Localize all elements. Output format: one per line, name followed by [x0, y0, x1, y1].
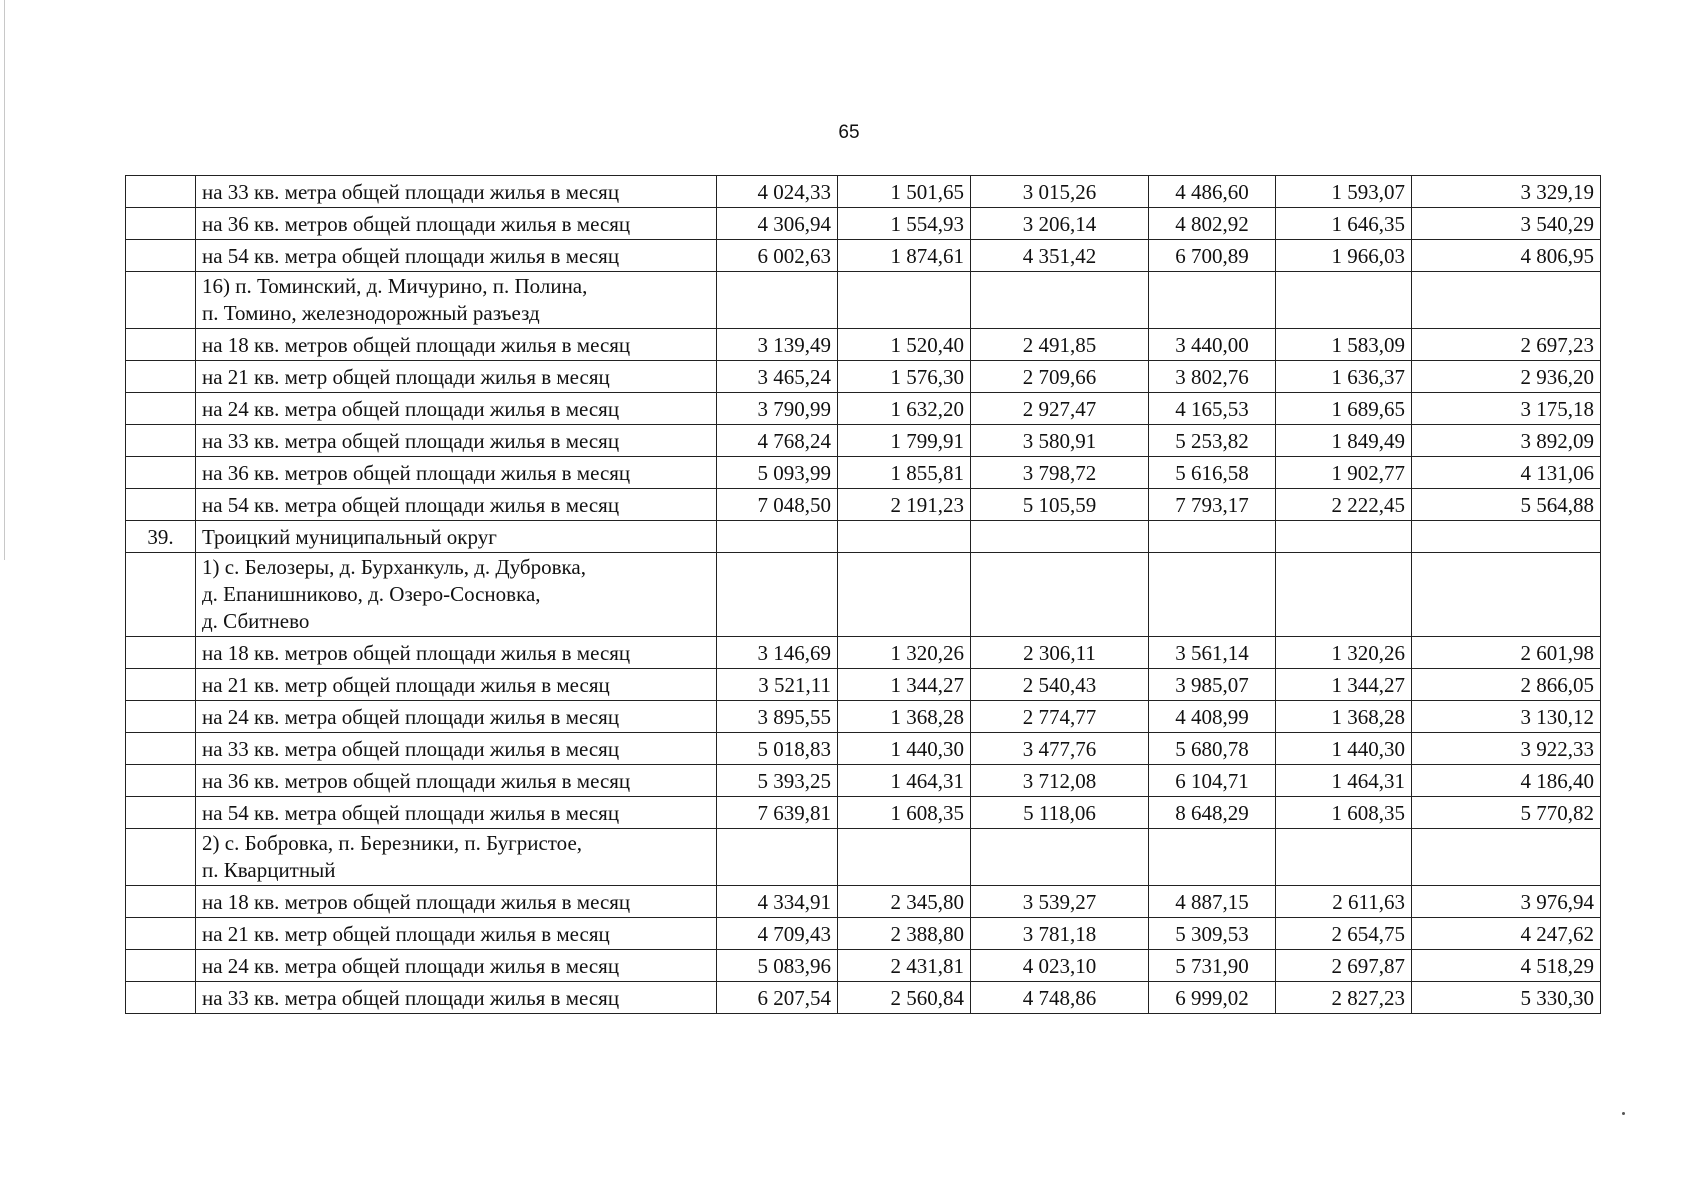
row-number-cell — [126, 950, 196, 982]
table-row — [126, 208, 1601, 240]
value-cell-col-6 — [1412, 521, 1601, 553]
value-cell-col-1: 4 024,33 — [717, 176, 838, 208]
value-cell-col-1: 3 895,55 — [717, 701, 838, 733]
row-label-line: на 21 кв. метр общей площади жилья в месяц — [202, 673, 610, 697]
row-number-cell — [126, 457, 196, 489]
value-cell-col-3 — [971, 272, 1149, 329]
value-cell-col-2: 2 560,84 — [838, 982, 971, 1014]
value-cell-col-4: 5 253,82 — [1149, 425, 1276, 457]
table-row — [126, 669, 1601, 701]
value-cell-col-2: 1 368,28 — [838, 701, 971, 733]
row-label-cell — [196, 521, 717, 553]
row-number-cell — [126, 361, 196, 393]
value-cell-col-1: 3 146,69 — [717, 637, 838, 669]
row-label-line: на 24 кв. метра общей площади жилья в месяц — [202, 954, 620, 978]
value-cell-col-3 — [971, 521, 1149, 553]
value-cell-col-3: 3 580,91 — [971, 425, 1149, 457]
row-label-cell — [196, 701, 717, 733]
row-label-line: 2) с. Бобровка, п. Березники, п. Бугристое, — [202, 831, 583, 855]
row-label-line: Троицкий муниципальный округ — [202, 525, 497, 549]
row-label-line: на 36 кв. метров общей площади жилья в месяц — [202, 769, 631, 793]
row-label-line: на 36 кв. метров общей площади жилья в месяц — [202, 461, 631, 485]
value-cell-col-3 — [971, 829, 1149, 886]
value-cell-col-3: 3 015,26 — [971, 176, 1149, 208]
value-cell-col-5: 1 608,35 — [1276, 797, 1412, 829]
row-label-cell — [196, 982, 717, 1014]
value-cell-col-2: 1 344,27 — [838, 669, 971, 701]
table-row — [126, 361, 1601, 393]
value-cell-col-4: 3 985,07 — [1149, 669, 1276, 701]
row-label-line: на 18 кв. метров общей площади жилья в месяц — [202, 641, 631, 665]
value-cell-col-4: 5 731,90 — [1149, 950, 1276, 982]
value-cell-col-3: 5 118,06 — [971, 797, 1149, 829]
value-cell-col-5: 1 966,03 — [1276, 240, 1412, 272]
row-label-cell — [196, 950, 717, 982]
table-row — [126, 797, 1601, 829]
row-label-line: на 33 кв. метра общей площади жилья в месяц — [202, 986, 620, 1010]
value-cell-col-2 — [838, 553, 971, 637]
value-cell-col-1: 4 768,24 — [717, 425, 838, 457]
value-cell-col-4: 4 408,99 — [1149, 701, 1276, 733]
value-cell-col-3: 2 774,77 — [971, 701, 1149, 733]
value-cell-col-4: 4 802,92 — [1149, 208, 1276, 240]
value-cell-col-4: 3 802,76 — [1149, 361, 1276, 393]
value-cell-col-3: 3 477,76 — [971, 733, 1149, 765]
row-label-line: на 18 кв. метров общей площади жилья в месяц — [202, 890, 631, 914]
table-row — [126, 393, 1601, 425]
value-cell-col-3: 2 491,85 — [971, 329, 1149, 361]
row-number-cell — [126, 553, 196, 637]
value-cell-col-5: 1 320,26 — [1276, 637, 1412, 669]
row-label-cell — [196, 240, 717, 272]
value-cell-col-2: 1 608,35 — [838, 797, 971, 829]
row-number-cell — [126, 329, 196, 361]
value-cell-col-3: 4 023,10 — [971, 950, 1149, 982]
row-label-line: на 24 кв. метра общей площади жилья в месяц — [202, 397, 620, 421]
row-number-cell — [126, 240, 196, 272]
value-cell-col-2: 2 431,81 — [838, 950, 971, 982]
row-label-cell — [196, 669, 717, 701]
value-cell-col-4 — [1149, 521, 1276, 553]
value-cell-col-6: 5 770,82 — [1412, 797, 1601, 829]
value-cell-col-2: 1 799,91 — [838, 425, 971, 457]
value-cell-col-5: 1 440,30 — [1276, 733, 1412, 765]
value-cell-col-6: 3 130,12 — [1412, 701, 1601, 733]
row-label-line: д. Епанишниково, д. Озеро-Сосновка, — [202, 582, 541, 606]
row-number-cell — [126, 669, 196, 701]
row-number-cell — [126, 918, 196, 950]
row-number-cell — [126, 208, 196, 240]
value-cell-col-3: 3 712,08 — [971, 765, 1149, 797]
row-label-cell — [196, 176, 717, 208]
value-cell-col-4: 3 440,00 — [1149, 329, 1276, 361]
table-row — [126, 733, 1601, 765]
value-cell-col-3: 2 540,43 — [971, 669, 1149, 701]
row-number-cell — [126, 733, 196, 765]
row-label-line: 1) с. Белозеры, д. Бурханкуль, д. Дубровка, — [202, 555, 586, 579]
value-cell-col-5 — [1276, 272, 1412, 329]
table-row — [126, 553, 1601, 637]
row-label-cell — [196, 797, 717, 829]
value-cell-col-1: 3 139,49 — [717, 329, 838, 361]
row-number-cell: 39. — [126, 521, 196, 553]
value-cell-col-2: 2 191,23 — [838, 489, 971, 521]
value-cell-col-6: 3 976,94 — [1412, 886, 1601, 918]
value-cell-col-1: 4 306,94 — [717, 208, 838, 240]
value-cell-col-5 — [1276, 521, 1412, 553]
table-row — [126, 457, 1601, 489]
value-cell-col-5: 1 636,37 — [1276, 361, 1412, 393]
table-row — [126, 489, 1601, 521]
row-label-cell — [196, 393, 717, 425]
value-cell-col-2 — [838, 272, 971, 329]
value-cell-col-5: 1 583,09 — [1276, 329, 1412, 361]
row-number-cell — [126, 982, 196, 1014]
value-cell-col-5 — [1276, 553, 1412, 637]
row-number-cell — [126, 765, 196, 797]
value-cell-col-5 — [1276, 829, 1412, 886]
row-number-cell — [126, 886, 196, 918]
row-label-line: на 21 кв. метр общей площади жилья в месяц — [202, 922, 610, 946]
value-cell-col-2: 1 501,65 — [838, 176, 971, 208]
value-cell-col-2: 1 554,93 — [838, 208, 971, 240]
table-row — [126, 765, 1601, 797]
value-cell-col-6 — [1412, 553, 1601, 637]
value-cell-col-4: 6 700,89 — [1149, 240, 1276, 272]
table-row — [126, 950, 1601, 982]
value-cell-col-2: 1 874,61 — [838, 240, 971, 272]
value-cell-col-6: 4 518,29 — [1412, 950, 1601, 982]
value-cell-col-2: 1 320,26 — [838, 637, 971, 669]
row-label-cell — [196, 208, 717, 240]
value-cell-col-1: 3 465,24 — [717, 361, 838, 393]
value-cell-col-3: 3 798,72 — [971, 457, 1149, 489]
row-label-line: на 21 кв. метр общей площади жилья в месяц — [202, 365, 610, 389]
value-cell-col-1: 3 790,99 — [717, 393, 838, 425]
table-row — [126, 918, 1601, 950]
value-cell-col-6: 4 247,62 — [1412, 918, 1601, 950]
value-cell-col-1: 7 048,50 — [717, 489, 838, 521]
value-cell-col-3: 2 306,11 — [971, 637, 1149, 669]
value-cell-col-4: 6 104,71 — [1149, 765, 1276, 797]
row-number-cell — [126, 701, 196, 733]
value-cell-col-6: 4 806,95 — [1412, 240, 1601, 272]
value-cell-col-4: 4 486,60 — [1149, 176, 1276, 208]
value-cell-col-4: 8 648,29 — [1149, 797, 1276, 829]
value-cell-col-3 — [971, 553, 1149, 637]
value-cell-col-2: 2 345,80 — [838, 886, 971, 918]
table-row — [126, 886, 1601, 918]
row-label-cell — [196, 886, 717, 918]
value-cell-col-1: 5 093,99 — [717, 457, 838, 489]
row-number-cell — [126, 393, 196, 425]
table-row — [126, 425, 1601, 457]
value-cell-col-5: 2 611,63 — [1276, 886, 1412, 918]
value-cell-col-5: 1 689,65 — [1276, 393, 1412, 425]
table-row — [126, 272, 1601, 329]
value-cell-col-3: 5 105,59 — [971, 489, 1149, 521]
row-number-cell — [126, 489, 196, 521]
value-cell-col-1: 3 521,11 — [717, 669, 838, 701]
row-label-line: 16) п. Томинский, д. Мичурино, п. Полина, — [202, 274, 588, 298]
page-number: 65 — [838, 122, 860, 143]
value-cell-col-5: 1 902,77 — [1276, 457, 1412, 489]
row-label-line: на 36 кв. метров общей площади жилья в месяц — [202, 212, 631, 236]
row-label-line: на 54 кв. метра общей площади жилья в месяц — [202, 493, 620, 517]
value-cell-col-5: 1 344,27 — [1276, 669, 1412, 701]
value-cell-col-2 — [838, 829, 971, 886]
row-label-line: на 33 кв. метра общей площади жилья в месяц — [202, 737, 620, 761]
table-row — [126, 176, 1601, 208]
row-label-cell — [196, 637, 717, 669]
value-cell-col-6: 3 922,33 — [1412, 733, 1601, 765]
value-cell-col-6: 3 329,19 — [1412, 176, 1601, 208]
value-cell-col-6 — [1412, 829, 1601, 886]
value-cell-col-6: 2 697,23 — [1412, 329, 1601, 361]
tariff-table-body — [126, 176, 1601, 1014]
value-cell-col-3: 2 709,66 — [971, 361, 1149, 393]
value-cell-col-1 — [717, 272, 838, 329]
row-label-line: п. Кварцитный — [202, 858, 336, 882]
value-cell-col-4: 5 680,78 — [1149, 733, 1276, 765]
value-cell-col-6: 2 601,98 — [1412, 637, 1601, 669]
value-cell-col-2: 1 855,81 — [838, 457, 971, 489]
row-label-line: на 54 кв. метра общей площади жилья в месяц — [202, 244, 620, 268]
value-cell-col-6: 2 936,20 — [1412, 361, 1601, 393]
value-cell-col-4 — [1149, 553, 1276, 637]
table-row — [126, 329, 1601, 361]
row-label-cell — [196, 765, 717, 797]
row-label-cell — [196, 489, 717, 521]
value-cell-col-5: 1 368,28 — [1276, 701, 1412, 733]
row-label-line: на 54 кв. метра общей площади жилья в месяц — [202, 801, 620, 825]
value-cell-col-3: 3 539,27 — [971, 886, 1149, 918]
value-cell-col-1 — [717, 521, 838, 553]
value-cell-col-5: 1 464,31 — [1276, 765, 1412, 797]
tariff-table — [125, 175, 1601, 1014]
value-cell-col-6: 3 892,09 — [1412, 425, 1601, 457]
value-cell-col-2: 1 520,40 — [838, 329, 971, 361]
value-cell-col-1 — [717, 553, 838, 637]
row-label-cell — [196, 425, 717, 457]
value-cell-col-2 — [838, 521, 971, 553]
table-row — [126, 240, 1601, 272]
row-label-line: п. Томино, железнодорожный разъезд — [202, 301, 540, 325]
row-number-cell — [126, 829, 196, 886]
row-label-line: на 33 кв. метра общей площади жилья в месяц — [202, 429, 620, 453]
row-label-line: на 33 кв. метра общей площади жилья в месяц — [202, 180, 620, 204]
value-cell-col-4 — [1149, 272, 1276, 329]
value-cell-col-3: 3 781,18 — [971, 918, 1149, 950]
value-cell-col-1: 5 018,83 — [717, 733, 838, 765]
row-number-cell — [126, 637, 196, 669]
value-cell-col-4 — [1149, 829, 1276, 886]
value-cell-col-5: 2 827,23 — [1276, 982, 1412, 1014]
value-cell-col-1: 5 083,96 — [717, 950, 838, 982]
row-label-cell — [196, 272, 717, 329]
table-row — [126, 829, 1601, 886]
value-cell-col-6: 3 175,18 — [1412, 393, 1601, 425]
value-cell-col-1: 4 334,91 — [717, 886, 838, 918]
value-cell-col-3: 4 351,42 — [971, 240, 1149, 272]
value-cell-col-4: 7 793,17 — [1149, 489, 1276, 521]
value-cell-col-5: 1 593,07 — [1276, 176, 1412, 208]
value-cell-col-6: 4 131,06 — [1412, 457, 1601, 489]
value-cell-col-2: 1 576,30 — [838, 361, 971, 393]
value-cell-col-1: 4 709,43 — [717, 918, 838, 950]
value-cell-col-3: 3 206,14 — [971, 208, 1149, 240]
value-cell-col-2: 1 632,20 — [838, 393, 971, 425]
value-cell-col-5: 2 697,87 — [1276, 950, 1412, 982]
row-number-cell — [126, 797, 196, 829]
row-label-cell — [196, 918, 717, 950]
value-cell-col-1: 6 207,54 — [717, 982, 838, 1014]
value-cell-col-4: 6 999,02 — [1149, 982, 1276, 1014]
value-cell-col-2: 2 388,80 — [838, 918, 971, 950]
row-number-cell — [126, 176, 196, 208]
value-cell-col-2: 1 440,30 — [838, 733, 971, 765]
value-cell-col-6: 5 330,30 — [1412, 982, 1601, 1014]
row-number-cell — [126, 425, 196, 457]
value-cell-col-5: 1 646,35 — [1276, 208, 1412, 240]
value-cell-col-1: 7 639,81 — [717, 797, 838, 829]
value-cell-col-4: 4 165,53 — [1149, 393, 1276, 425]
row-label-cell — [196, 457, 717, 489]
row-label-cell — [196, 361, 717, 393]
row-label-line: на 24 кв. метра общей площади жилья в месяц — [202, 705, 620, 729]
row-number-cell — [126, 272, 196, 329]
row-label-cell — [196, 553, 717, 637]
value-cell-col-2: 1 464,31 — [838, 765, 971, 797]
value-cell-col-4: 3 561,14 — [1149, 637, 1276, 669]
table-row — [126, 521, 1601, 553]
value-cell-col-4: 5 616,58 — [1149, 457, 1276, 489]
row-label-line: на 18 кв. метров общей площади жилья в месяц — [202, 333, 631, 357]
value-cell-col-5: 1 849,49 — [1276, 425, 1412, 457]
table-row — [126, 701, 1601, 733]
value-cell-col-1: 6 002,63 — [717, 240, 838, 272]
value-cell-col-4: 5 309,53 — [1149, 918, 1276, 950]
value-cell-col-5: 2 654,75 — [1276, 918, 1412, 950]
table-row — [126, 637, 1601, 669]
row-label-line: д. Сбитнево — [202, 609, 310, 633]
row-label-cell — [196, 733, 717, 765]
scan-edge-line — [4, 0, 5, 560]
value-cell-col-6: 5 564,88 — [1412, 489, 1601, 521]
value-cell-col-5: 2 222,45 — [1276, 489, 1412, 521]
value-cell-col-6: 4 186,40 — [1412, 765, 1601, 797]
row-label-cell — [196, 329, 717, 361]
value-cell-col-6: 2 866,05 — [1412, 669, 1601, 701]
value-cell-col-6 — [1412, 272, 1601, 329]
table-row — [126, 982, 1601, 1014]
row-label-cell — [196, 829, 717, 886]
scan-dot — [1622, 1112, 1625, 1115]
value-cell-col-1 — [717, 829, 838, 886]
value-cell-col-1: 5 393,25 — [717, 765, 838, 797]
value-cell-col-4: 4 887,15 — [1149, 886, 1276, 918]
value-cell-col-6: 3 540,29 — [1412, 208, 1601, 240]
value-cell-col-3: 4 748,86 — [971, 982, 1149, 1014]
value-cell-col-3: 2 927,47 — [971, 393, 1149, 425]
